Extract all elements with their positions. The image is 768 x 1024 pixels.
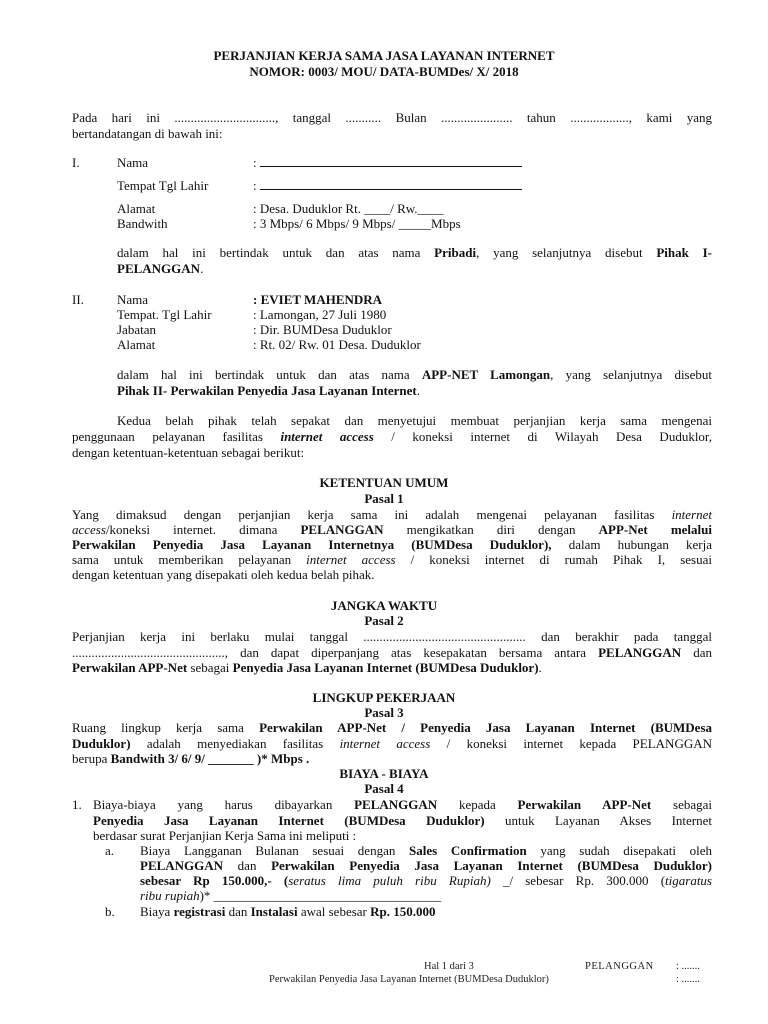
text: Biaya-biaya yang harus dibayarkan	[93, 797, 355, 812]
text: registrasi	[173, 904, 226, 919]
text: Pribadi	[434, 245, 477, 260]
text: Perwakilan APP-Net	[72, 660, 188, 675]
section-heading-ketentuan: KETENTUAN UMUM	[319, 475, 449, 490]
text: / koneksi internet di Wilayah Desa Duduklor,	[373, 429, 712, 444]
document-title: PERJANJIAN KERJA SAMA JASA LAYANAN INTERNET	[213, 48, 555, 63]
party-2-ttl-value: : Lamongan, 27 Juli 1980	[253, 307, 387, 322]
party-1-statement-end	[117, 261, 203, 276]
text: Duduklor)	[72, 736, 131, 751]
text: Penyedia Jasa Layanan Internet (BUMDesa Duduklor)	[93, 813, 485, 828]
section-pasal-1: Pasal 1	[364, 491, 404, 506]
text: kepada	[437, 797, 518, 812]
agreement-line-2	[72, 429, 712, 444]
item-a-letter: a.	[105, 843, 115, 858]
item-b-line-1	[140, 904, 436, 919]
document-number: NOMOR: 0003/ MOU/ DATA-BUMDes/ X/ 2018	[249, 64, 519, 79]
party-1-address-label: Alamat	[117, 201, 156, 216]
text: APP-NET Lamongan	[421, 367, 551, 382]
section-heading-biaya: BIAYA - BIAYA	[339, 766, 429, 781]
text: berupa	[72, 751, 111, 766]
text: ..............................................., dan dapat diperpanjang atas kesepakatan bersama antara	[72, 645, 599, 660]
footer-pelanggan-label: PELANGGAN	[585, 961, 654, 972]
text: APP-Net melalui	[598, 522, 712, 537]
party-2-numeral: II.	[72, 292, 84, 307]
text: Rp. 150.000	[370, 904, 436, 919]
text: internet access	[280, 429, 374, 444]
section-pasal-2: Pasal 2	[364, 613, 404, 628]
party-1-ttl-label: Tempat Tgl Lahir	[117, 178, 209, 193]
party-2-statement-end	[117, 383, 420, 398]
text: Biaya Langganan Bulanan sesuai dengan	[140, 843, 410, 858]
section-heading-lingkup: LINGKUP PEKERJAAN	[312, 690, 456, 705]
text: mengikatkan diri dengan	[383, 522, 599, 537]
party-2-statement	[117, 367, 712, 382]
item-1-number: 1.	[72, 797, 82, 812]
text: internet	[671, 507, 712, 522]
pasal-1-line-1	[72, 507, 712, 522]
section-pasal-3: Pasal 3	[364, 705, 404, 720]
text: Perwakilan Penyedia Jasa Layanan Internet (BUMDesa Duduklor)	[271, 858, 712, 873]
item-a-line-4	[140, 888, 441, 903]
footer-perwakilan-label: Perwakilan Penyedia Jasa Layanan Internet (BUMDesa Duduklor)	[269, 974, 549, 985]
text: Perwakilan Penyedia Jasa Layanan Internetnya (BUMDesa Duduklor),	[72, 537, 552, 552]
text: /koneksi internet. dimana	[105, 522, 301, 537]
text: Perwakilan APP-Net / Penyedia Jasa Layanan Internet (BUMDesa	[259, 720, 713, 735]
footer-pelanggan-initial: : .......	[676, 961, 700, 972]
agreement-line-1: Kedua belah pihak telah sepakat dan menyetujui membuat perjanjian kerja sama mengenai	[117, 413, 712, 428]
colon: :	[253, 155, 257, 170]
text: internet access	[339, 736, 431, 751]
text: PELANGGAN	[598, 645, 682, 660]
text: awal sebesar	[297, 904, 371, 919]
pasal-1-line-4	[72, 552, 712, 567]
text: untuk Layanan Akses Internet	[484, 813, 713, 828]
blank-line	[260, 155, 522, 167]
party-1-bandwith-label: Bandwith	[117, 216, 168, 231]
party-1-bandwith-value: : 3 Mbps/ 6 Mbps/ 9 Mbps/ _____Mbps	[253, 216, 461, 231]
text: Yang dimaksud dengan perjanjian kerja sama ini adalah mengenai pelayanan fasilitas	[72, 507, 672, 522]
party-2-position-value: : Dir. BUMDesa Duduklor	[253, 322, 392, 337]
party-2-name-value: : EVIET MAHENDRA	[253, 292, 383, 307]
pasal-3-line-2	[72, 736, 712, 751]
text: PELANGGAN	[300, 522, 384, 537]
pasal-2-line-2	[72, 645, 712, 660]
text: internet access	[306, 552, 396, 567]
pasal-1-line-2	[72, 522, 712, 537]
text: sebagai	[651, 797, 713, 812]
text: dalam hal ini bertindak untuk dan atas nama	[117, 367, 422, 382]
party-2-address-label: Alamat	[117, 337, 156, 352]
text: _/ sebesar Rp. 300.000 (	[490, 873, 666, 888]
section-heading-jangka-waktu: JANGKA WAKTU	[330, 598, 438, 613]
text: Biaya	[140, 904, 174, 919]
intro-line-1: Pada hari ini ..............................., tanggal ........... Bulan ...................... tahun .................., kami yang	[72, 110, 712, 125]
text: Bandwith 3/ 6/ 9/ _______ )* Mbps .	[110, 751, 310, 766]
text: dan	[223, 858, 272, 873]
blank-line	[260, 178, 522, 190]
text: yang sudah disepakati oleh	[526, 843, 713, 858]
agreement-line-3: dengan ketentuan-ketentuan sebagai berikut:	[72, 445, 305, 460]
party-1-name-field	[253, 155, 522, 170]
text: Perwakilan APP-Net	[517, 797, 652, 812]
text: )* ___________________________________	[199, 888, 442, 903]
text: penggunaan pelayanan fasilitas	[72, 429, 281, 444]
pasal-3-line-3	[72, 751, 309, 766]
footer-perwakilan-initial: : .......	[676, 974, 700, 985]
party-2-ttl-label: Tempat. Tgl Lahir	[117, 307, 212, 322]
pasal-3-line-1	[72, 720, 712, 735]
text: PELANGGAN	[117, 261, 201, 276]
text: PELANGGAN	[354, 797, 438, 812]
party-2-address-value: : Rt. 02/ Rw. 01 Desa. Duduklor	[253, 337, 421, 352]
item-a-line-1	[140, 843, 712, 858]
text: access	[72, 522, 106, 537]
item-a-line-3	[140, 873, 712, 888]
text: Pihak II- Perwakilan Penyedia Jasa Layanan Internet	[117, 383, 417, 398]
text: Pihak I-	[656, 245, 712, 260]
text: sebesar Rp 150.000,- (	[140, 873, 289, 888]
text: sebagai	[187, 660, 233, 675]
text: .	[538, 660, 542, 675]
party-1-statement	[117, 245, 712, 260]
text: PELANGGAN	[140, 858, 224, 873]
section-pasal-4: Pasal 4	[364, 781, 404, 796]
text: .	[416, 383, 420, 398]
item-a-line-2	[140, 858, 712, 873]
text: dan	[681, 645, 712, 660]
footer-page-number: Hal 1 dari 3	[424, 961, 474, 972]
text: adalah menyediakan fasilitas	[130, 736, 340, 751]
item-1-line-1	[93, 797, 712, 812]
text: ribu rupiah	[140, 888, 200, 903]
party-1-name-label: Nama	[117, 155, 149, 170]
text: .	[200, 261, 204, 276]
text: dan	[225, 904, 251, 919]
pasal-2-line-1: Perjanjian kerja ini berlaku mulai tanggal .................................................. dan berakhir pada tanggal	[72, 629, 712, 644]
text: Instalasi	[250, 904, 298, 919]
pasal-1-line-3	[72, 537, 712, 552]
party-1-ttl-field	[253, 178, 522, 193]
text: , yang selanjutnya disebut	[550, 367, 712, 382]
party-2-name-label: Nama	[117, 292, 149, 307]
item-1-line-2	[93, 813, 712, 828]
party-1-address-value: : Desa. Duduklor Rt. ____/ Rw.____	[253, 201, 444, 216]
text: sama untuk memberikan pelayanan	[72, 552, 307, 567]
intro-line-2: bertandatangan di bawah ini:	[72, 126, 223, 141]
pasal-2-line-3	[72, 660, 542, 675]
party-1-numeral: I.	[72, 155, 80, 170]
text: Sales Confirmation	[409, 843, 527, 858]
party-2-position-label: Jabatan	[117, 322, 156, 337]
text: , yang selanjutnya disebut	[476, 245, 657, 260]
colon: :	[253, 178, 257, 193]
text: seratus lima puluh ribu Rupiah)	[288, 873, 491, 888]
text: tigaratus	[665, 873, 712, 888]
text: Penyedia Jasa Layanan Internet (BUMDesa Duduklor)	[232, 660, 539, 675]
text: dalam hubungan kerja	[551, 537, 712, 552]
item-b-letter: b.	[105, 904, 115, 919]
text: dalam hal ini bertindak untuk dan atas nama	[117, 245, 435, 260]
pasal-1-line-5: dengan ketentuan yang disepakati oleh kedua belah pihak.	[72, 567, 375, 582]
text: Ruang lingkup kerja sama	[72, 720, 260, 735]
text: / koneksi internet kepada PELANGGAN	[430, 736, 712, 751]
text: / koneksi internet di rumah Pihak I, sesuai	[395, 552, 712, 567]
item-1-line-3: berdasar surat Perjanjian Kerja Sama ini meliputi :	[93, 828, 357, 843]
